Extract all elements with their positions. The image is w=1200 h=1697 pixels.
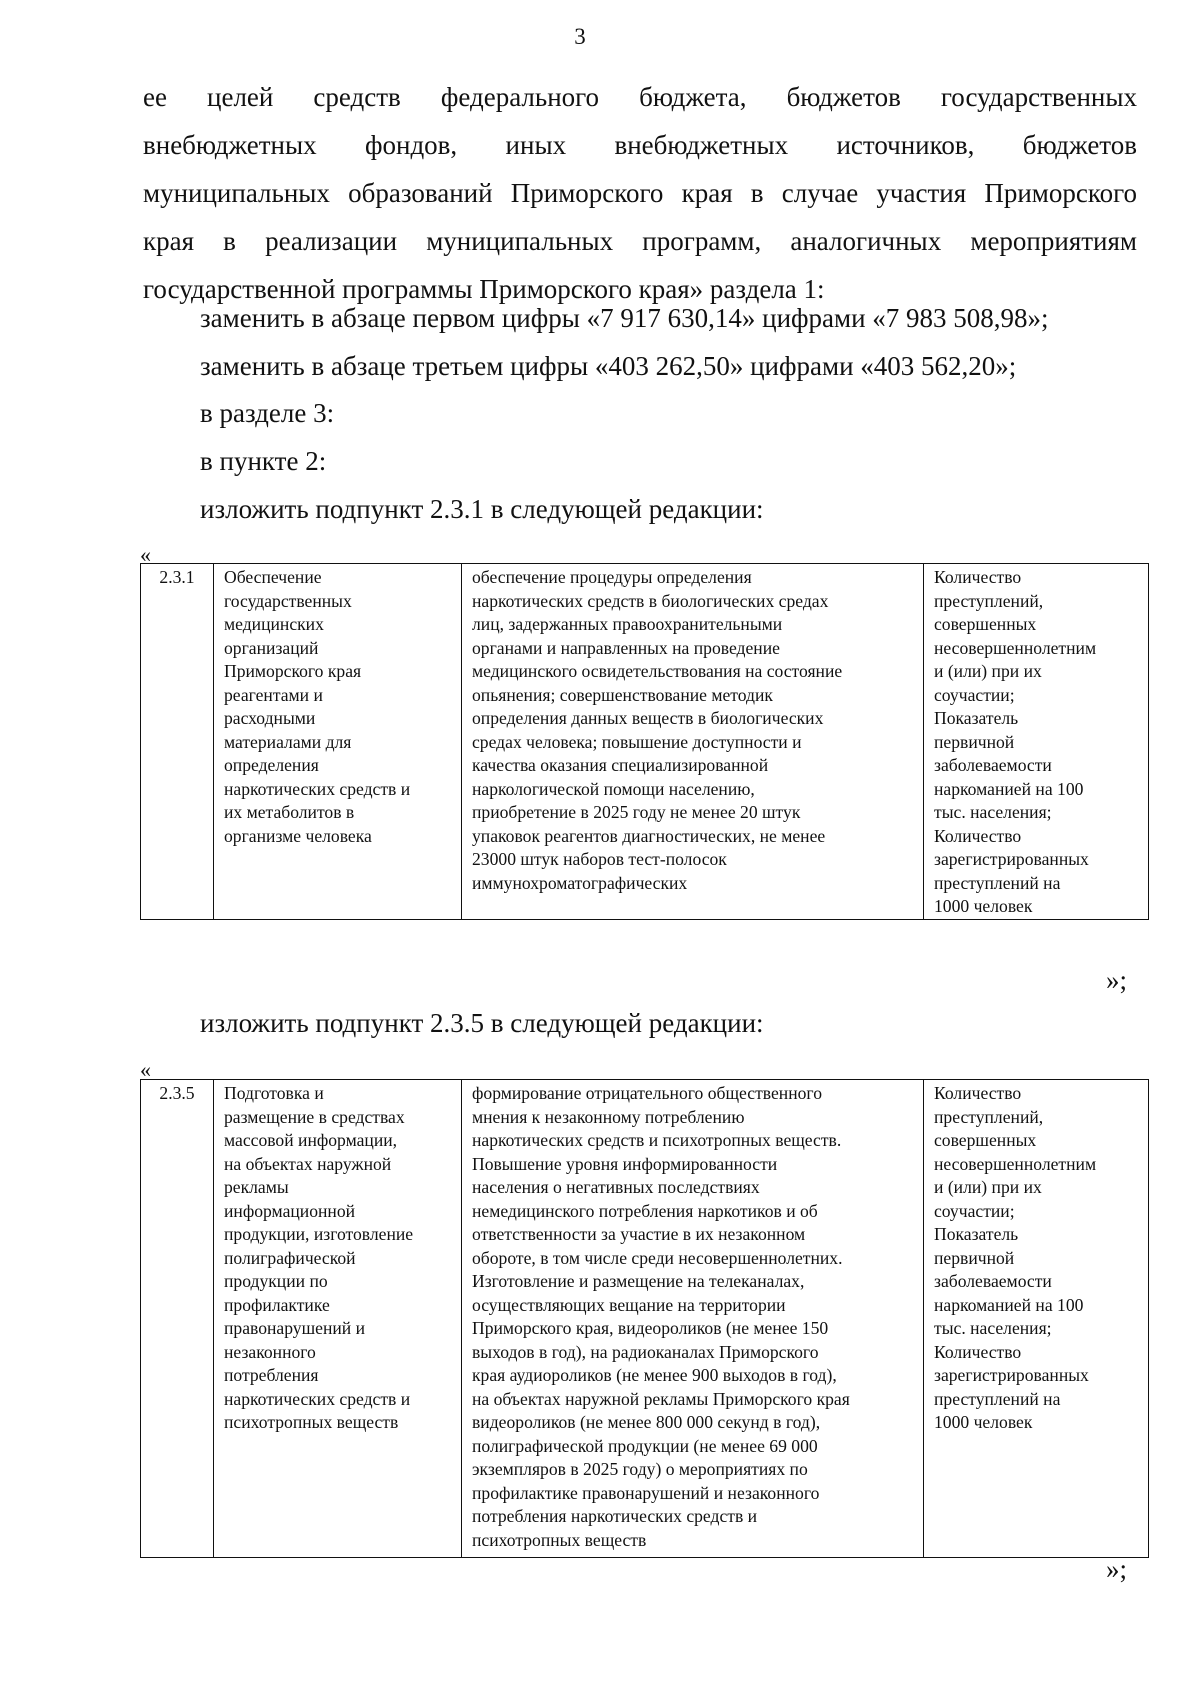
cell-text-line: расходными: [224, 708, 316, 728]
cell-text-line: реагентами и: [224, 684, 323, 705]
cell-text-line: полиграфической продукции (не менее 69 000: [472, 1435, 818, 1456]
table-2-3-1: [140, 563, 1149, 920]
cell-text-line: наркоманией на 100: [934, 1294, 1084, 1315]
cell-text-line: определения данных веществ в биологических: [472, 708, 824, 728]
cell-text-line: Количество: [934, 1341, 1022, 1362]
cell-text-line: совершенных: [934, 614, 1037, 634]
cell-text-line: преступлений,: [934, 1106, 1044, 1127]
cell-text-line: осуществляющих вещание на территории: [472, 1294, 786, 1315]
item-description: [462, 1080, 924, 1558]
cell-text-line: зарегистрированных: [934, 1365, 1089, 1385]
instruction-replace-third: заменить в абзаце третьем цифры «403 262,50» цифрами «403 562,20»;: [200, 351, 1017, 381]
text-line: муниципальных образований Приморского края в случае участия Приморского: [143, 178, 1137, 208]
cell-text-line: 23000 штук наборов тест-полосок: [472, 849, 727, 869]
text-line: ее целей средств федерального бюджета, бюджетов государственных: [143, 82, 1137, 112]
cell-text-line: Повышение уровня информированности: [472, 1153, 778, 1174]
instruction-2-3-5: изложить подпункт 2.3.5 в следующей редакции:: [200, 1008, 764, 1038]
cell-text-line: упаковок реагентов диагностических, не менее: [472, 825, 826, 846]
cell-text-line: органами и направленных на проведение: [472, 637, 780, 658]
page-number: 3: [574, 24, 586, 49]
cell-text-line: соучастии;: [934, 1200, 1015, 1221]
cell-text-line: Количество: [934, 825, 1022, 846]
cell-text-line: лиц, задержанных правоохранительными: [472, 614, 783, 634]
cell-text-line: медицинских: [224, 614, 324, 634]
opening-quote: «: [140, 1057, 151, 1082]
cell-text-line: и (или) при их: [934, 1177, 1042, 1197]
cell-text-line: рекламы: [224, 1177, 289, 1197]
item-name: [214, 564, 462, 920]
cell-text-line: экземпляров в 2025 году) о мероприятиях по: [472, 1459, 808, 1479]
cell-text-line: обороте, в том числе среди несовершеннолетних.: [472, 1247, 843, 1268]
cell-text-line: определения: [224, 755, 319, 775]
cell-text-line: незаконного: [224, 1341, 316, 1362]
table-row: [141, 564, 1149, 920]
item-indicators: [924, 564, 1149, 920]
cell-text-line: Изготовление и размещение на телеканалах,: [472, 1271, 805, 1291]
cell-text-line: государственных: [224, 590, 352, 611]
cell-text-line: наркоманией на 100: [934, 778, 1084, 799]
cell-text-line: Обеспечение: [224, 567, 322, 587]
cell-text-line: первичной: [934, 731, 1015, 752]
cell-text-line: правонарушений и: [224, 1318, 366, 1338]
item-number: 2.3.1: [141, 564, 214, 920]
cell-text-line: Приморского края, видеороликов (не менее 150: [472, 1318, 829, 1338]
cell-text-line: преступлений на: [934, 1388, 1061, 1409]
cell-text-line: Подготовка и: [224, 1083, 324, 1103]
cell-text-line: организме человека: [224, 825, 372, 846]
cell-text-line: профилактике: [224, 1294, 330, 1315]
cell-text-line: качества оказания специализированной: [472, 755, 769, 775]
cell-text-line: иммунохроматографических: [472, 872, 688, 893]
cell-text-line: заболеваемости: [934, 755, 1052, 775]
cell-text-line: соучастии;: [934, 684, 1015, 705]
cell-text-line: продукции, изготовление: [224, 1224, 414, 1244]
cell-text-line: зарегистрированных: [934, 849, 1089, 869]
text-line: внебюджетных фондов, иных внебюджетных источников, бюджетов: [143, 130, 1137, 160]
cell-text-line: на объектах наружной: [224, 1153, 392, 1174]
cell-text-line: массовой информации,: [224, 1130, 398, 1150]
cell-text-line: их метаболитов в: [224, 802, 355, 822]
cell-text-line: психотропных веществ: [224, 1412, 399, 1432]
closing-quote: »;: [1106, 965, 1128, 995]
cell-text-line: профилактике правонарушений и незаконного: [472, 1482, 820, 1503]
cell-text-line: и (или) при их: [934, 661, 1042, 681]
cell-text-line: края аудиороликов (не менее 900 выходов в год),: [472, 1365, 837, 1385]
cell-text-line: первичной: [934, 1247, 1015, 1268]
cell-text-line: потребления: [224, 1365, 319, 1385]
cell-text-line: заболеваемости: [934, 1271, 1052, 1291]
cell-text-line: 1000 человек: [934, 896, 1033, 916]
cell-text-line: медицинского освидетельствования на состояние: [472, 661, 843, 681]
intro-paragraph: [143, 73, 1137, 313]
table-row: [141, 1080, 1149, 1558]
cell-text-line: совершенных: [934, 1130, 1037, 1150]
cell-text-line: наркотических средств и: [224, 1388, 411, 1409]
cell-text-line: мнения к незаконному потреблению: [472, 1106, 745, 1127]
cell-text-line: преступлений на: [934, 872, 1061, 893]
cell-text-line: тыс. населения;: [934, 802, 1052, 822]
instruction-replace-first: заменить в абзаце первом цифры «7 917 630,14» цифрами «7 983 508,98»;: [200, 303, 1049, 333]
cell-text-line: Показатель: [934, 1224, 1019, 1244]
closing-quote: »;: [1106, 1554, 1128, 1584]
cell-text-line: организаций: [224, 637, 319, 658]
cell-text-line: наркотических средств и психотропных веществ.: [472, 1130, 842, 1150]
cell-text-line: опьянения; совершенствование методик: [472, 684, 773, 705]
cell-text-line: потребления наркотических средств и: [472, 1506, 758, 1526]
cell-text-line: Количество: [934, 1083, 1022, 1103]
cell-text-line: наркотических средств и: [224, 778, 411, 799]
text-line: края в реализации муниципальных программ, аналогичных мероприятиям: [143, 226, 1137, 256]
cell-text-line: наркологической помощи населению,: [472, 778, 755, 799]
item-number: 2.3.5: [141, 1080, 214, 1558]
cell-text-line: приобретение в 2025 году не менее 20 штук: [472, 802, 801, 822]
cell-text-line: 1000 человек: [934, 1412, 1033, 1432]
cell-text-line: несовершеннолетним: [934, 637, 1097, 658]
cell-text-line: тыс. населения;: [934, 1318, 1052, 1338]
cell-text-line: выходов в год), на радиоканалах Приморского: [472, 1341, 819, 1362]
item-2-heading: в пункте 2:: [200, 446, 327, 476]
item-indicators: [924, 1080, 1149, 1558]
cell-text-line: наркотических средств в биологических средах: [472, 590, 829, 611]
cell-text-line: информационной: [224, 1200, 356, 1221]
table-2-3-5: [140, 1079, 1149, 1558]
cell-text-line: обеспечение процедуры определения: [472, 567, 752, 587]
cell-text-line: формирование отрицательного общественного: [472, 1083, 822, 1103]
section-3-heading: в разделе 3:: [200, 398, 335, 428]
cell-text-line: ответственности за участие в их незаконном: [472, 1224, 806, 1244]
cell-text-line: Приморского края: [224, 661, 362, 681]
text-line: государственной программы Приморского края» раздела 1:: [143, 274, 825, 304]
item-name: [214, 1080, 462, 1558]
cell-text-line: материалами для: [224, 731, 352, 752]
cell-text-line: населения о негативных последствиях: [472, 1177, 760, 1197]
cell-text-line: видеороликов (не менее 800 000 секунд в год),: [472, 1412, 821, 1432]
cell-text-line: Количество: [934, 567, 1022, 587]
cell-text-line: несовершеннолетним: [934, 1153, 1097, 1174]
cell-text-line: психотропных веществ: [472, 1529, 647, 1550]
opening-quote: «: [140, 542, 151, 567]
cell-text-line: Показатель: [934, 708, 1019, 728]
cell-text-line: продукции по: [224, 1271, 328, 1291]
cell-text-line: на объектах наружной рекламы Приморского края: [472, 1388, 850, 1409]
cell-text-line: полиграфической: [224, 1247, 356, 1268]
cell-text-line: немедицинского потребления наркотиков и об: [472, 1200, 818, 1221]
cell-text-line: преступлений,: [934, 590, 1044, 611]
cell-text-line: средах человека; повышение доступности и: [472, 731, 802, 752]
cell-text-line: размещение в средствах: [224, 1106, 405, 1127]
instruction-2-3-1: изложить подпункт 2.3.1 в следующей редакции:: [200, 494, 764, 524]
item-description: [462, 564, 924, 920]
